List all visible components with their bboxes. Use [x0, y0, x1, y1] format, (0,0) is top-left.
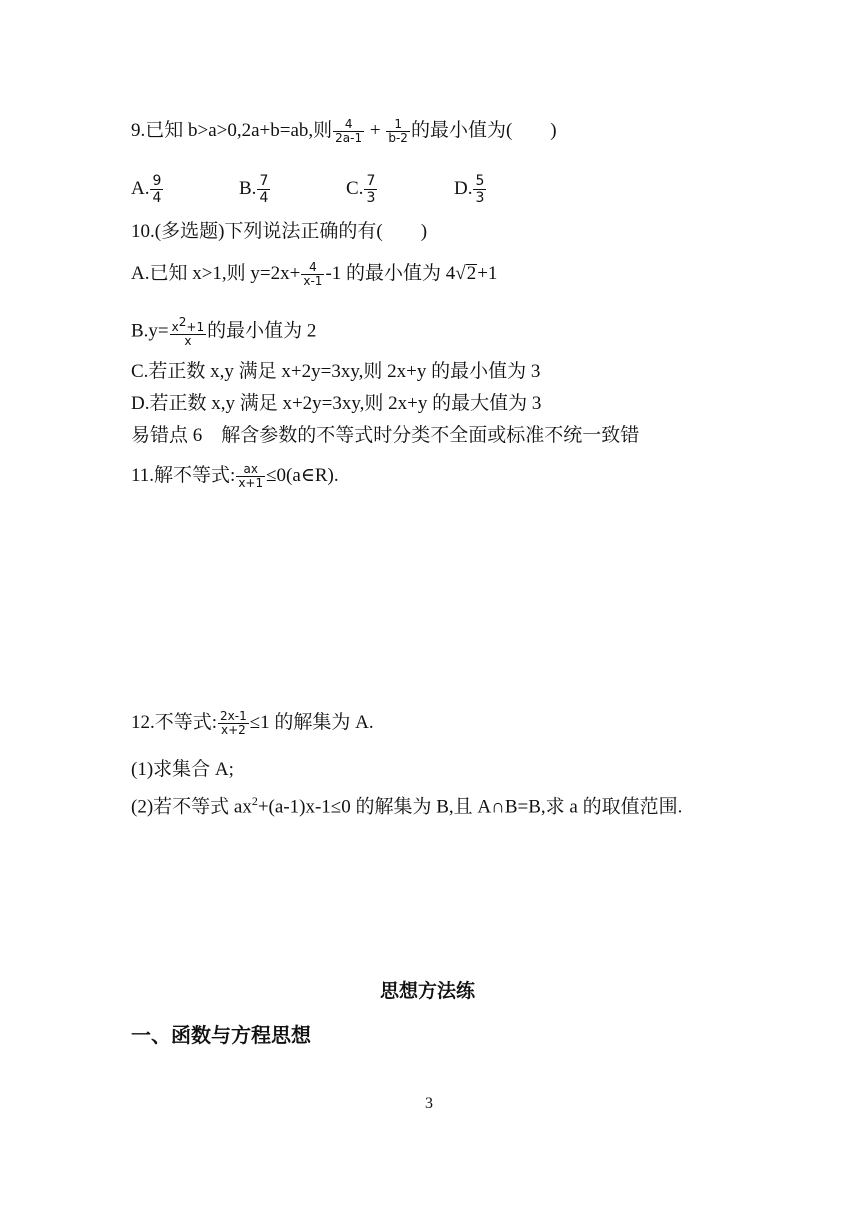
q9-option-c — [346, 173, 378, 206]
q10-a-fraction — [301, 261, 324, 288]
q11-numerator: ax — [243, 462, 258, 477]
q11-fraction — [236, 463, 265, 490]
q9-f2-numerator: 1 — [394, 117, 402, 132]
option-fraction — [364, 173, 377, 206]
q10-b-num-sup: 2 — [178, 315, 187, 329]
q11-text-b: ≤0(a∈R). — [266, 465, 339, 486]
q10-b-text-2: 的最小值为 2 — [207, 320, 317, 342]
q10-a-text-3: +1 — [477, 263, 498, 284]
option-label: A. — [131, 177, 150, 199]
sqrt-sign: √ — [455, 263, 466, 284]
q10-a-text-1: A.已知 x>1,则 y=2x+ — [131, 263, 301, 284]
option-denominator: 3 — [366, 190, 376, 206]
q9-option-a — [131, 173, 164, 206]
option-label: D. — [454, 177, 473, 199]
page-number: 3 — [425, 1095, 433, 1112]
q10-option-b — [131, 316, 316, 348]
q9-stem-text-b: 的最小值为( ) — [410, 120, 557, 141]
q12-text-a: 12.不等式: — [131, 712, 218, 733]
q12-fraction — [218, 710, 249, 737]
methods-title: 思想方法练 — [380, 980, 476, 1002]
q9-f1-numerator: 4 — [344, 117, 353, 132]
section-heading-error-6: 易错点 6 解含参数的不等式时分类不全面或标准不统一致错 — [131, 425, 640, 446]
q12-text-b: ≤1 的解集为 A. — [249, 712, 374, 733]
q10-b-numerator — [170, 316, 206, 334]
option-label: B. — [239, 177, 257, 199]
methods-subheading: 一、函数与方程思想 — [131, 1023, 311, 1047]
q10-b-text-1: B.y= — [131, 320, 169, 342]
q11-text-a: 11.解不等式: — [131, 465, 236, 486]
q12-p2-text-b: +(a-1)x-1≤0 的解集为 B,且 A∩B=B,求 a 的取值范围. — [257, 796, 683, 818]
q9-fraction-1 — [333, 118, 364, 145]
q12-numerator: 2x-1 — [220, 709, 247, 724]
q12-p2-text-a: (2)若不等式 ax — [131, 796, 252, 818]
option-numerator: 7 — [366, 173, 376, 189]
q10-a-radicand: 2 — [466, 263, 477, 284]
option-numerator: 9 — [152, 173, 162, 189]
q9-plus: + — [365, 120, 386, 141]
q10-b-num-tail: +1 — [186, 320, 205, 334]
q12-part-1: (1)求集合 A; — [131, 759, 234, 780]
q9-fraction-2 — [386, 118, 410, 145]
option-denominator: 3 — [475, 190, 485, 206]
q12-stem — [131, 710, 374, 737]
q10-b-fraction — [170, 316, 206, 348]
q12-denominator: x+2 — [218, 723, 249, 737]
q10-option-c: C.若正数 x,y 满足 x+2y=3xy,则 2x+y 的最小值为 3 — [131, 361, 541, 382]
q10-a-denominator: x-1 — [303, 274, 323, 289]
q11-denominator: x+1 — [238, 476, 264, 491]
q9-option-b — [239, 173, 271, 206]
q9-f2-denominator: b-2 — [388, 131, 408, 146]
q10-b-num-base: x — [171, 320, 179, 334]
q9-f1-denominator: 2a-1 — [335, 131, 363, 146]
q12-p2-sup: 2 — [251, 794, 258, 808]
q10-option-d: D.若正数 x,y 满足 x+2y=3xy,则 2x+y 的最大值为 3 — [131, 393, 542, 414]
q10-a-numerator: 4 — [309, 260, 317, 275]
option-denominator: 4 — [152, 190, 162, 206]
q12-part-2 — [131, 788, 682, 820]
q9-option-d — [454, 173, 487, 206]
q9-stem-text-a: 9.已知 b>a>0,2a+b=ab,则 — [131, 120, 333, 141]
q9-stem — [131, 118, 557, 145]
option-fraction — [257, 173, 270, 206]
q10-a-text-2: -1 的最小值为 4 — [325, 263, 456, 284]
option-numerator: 7 — [259, 173, 269, 189]
q10-option-a — [131, 261, 497, 288]
option-numerator: 5 — [475, 173, 485, 189]
option-label: C. — [346, 177, 364, 199]
q10-stem: 10.(多选题)下列说法正确的有( ) — [131, 221, 428, 242]
option-fraction — [473, 173, 486, 206]
option-fraction — [150, 173, 163, 206]
q11-stem — [131, 463, 339, 490]
option-denominator: 4 — [259, 190, 269, 206]
q10-b-denominator: x — [170, 334, 206, 348]
